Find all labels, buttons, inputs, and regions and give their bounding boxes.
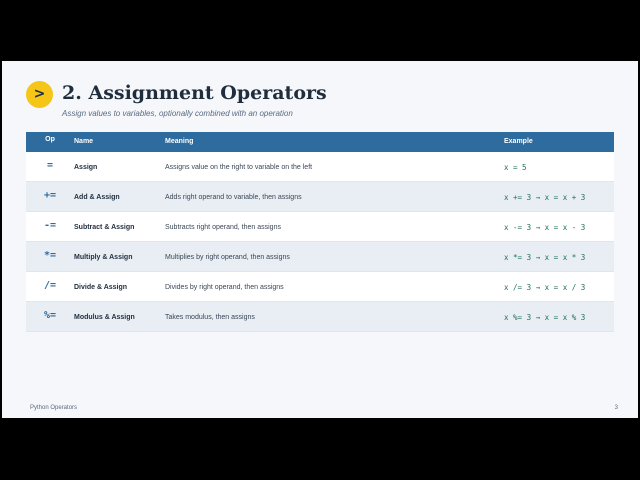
- table-row: [26, 212, 614, 242]
- table-row: [26, 242, 614, 272]
- footer-deck-title: Python Operators: [30, 405, 78, 411]
- row-op: =: [46, 160, 54, 171]
- header-name: Name: [74, 138, 94, 145]
- table-row: [26, 182, 614, 212]
- row-meaning: Multiplies by right operand, then assigns: [165, 254, 290, 261]
- row-example: x %= 3 → x = x % 3: [504, 313, 586, 322]
- row-example: x -= 3 → x = x - 3: [504, 223, 586, 232]
- header-meaning: Meaning: [165, 138, 194, 145]
- row-op: %=: [43, 310, 57, 321]
- row-name: Divide & Assign: [74, 284, 128, 291]
- slide: [2, 61, 638, 418]
- page-number: 3: [614, 405, 618, 411]
- operators-table: [26, 132, 614, 332]
- row-meaning: Subtracts right operand, then assigns: [165, 224, 281, 231]
- row-name: Multiply & Assign: [74, 254, 133, 261]
- row-example: x *= 3 → x = x * 3: [504, 253, 586, 262]
- row-name: Add & Assign: [74, 194, 120, 201]
- table-row: [26, 152, 614, 182]
- row-example: x += 3 → x = x + 3: [504, 193, 586, 202]
- header-op: Op: [45, 136, 55, 143]
- table-row: [26, 272, 614, 302]
- chevron-right-icon: >: [26, 81, 53, 108]
- table-header: [26, 132, 614, 152]
- row-op: /=: [43, 280, 57, 291]
- row-op: -=: [43, 220, 57, 231]
- row-meaning: Adds right operand to variable, then assigns: [165, 194, 302, 201]
- row-op: *=: [43, 250, 57, 261]
- row-name: Modulus & Assign: [74, 314, 135, 321]
- row-op: +=: [43, 190, 57, 201]
- row-meaning: Assigns value on the right to variable on the left: [165, 164, 313, 171]
- row-name: Subtract & Assign: [74, 224, 135, 231]
- row-meaning: Takes modulus, then assigns: [165, 314, 255, 321]
- slide-title: 2. Assignment Operators: [62, 82, 327, 104]
- table-row: [26, 302, 614, 332]
- row-example: x = 5: [504, 163, 527, 172]
- row-name: Assign: [74, 164, 98, 171]
- slide-subtitle: Assign values to variables, optionally combined with an operation: [62, 109, 293, 118]
- row-example: x /= 3 → x = x / 3: [504, 283, 586, 292]
- header-example: Example: [504, 138, 533, 145]
- row-meaning: Divides by right operand, then assigns: [165, 284, 284, 291]
